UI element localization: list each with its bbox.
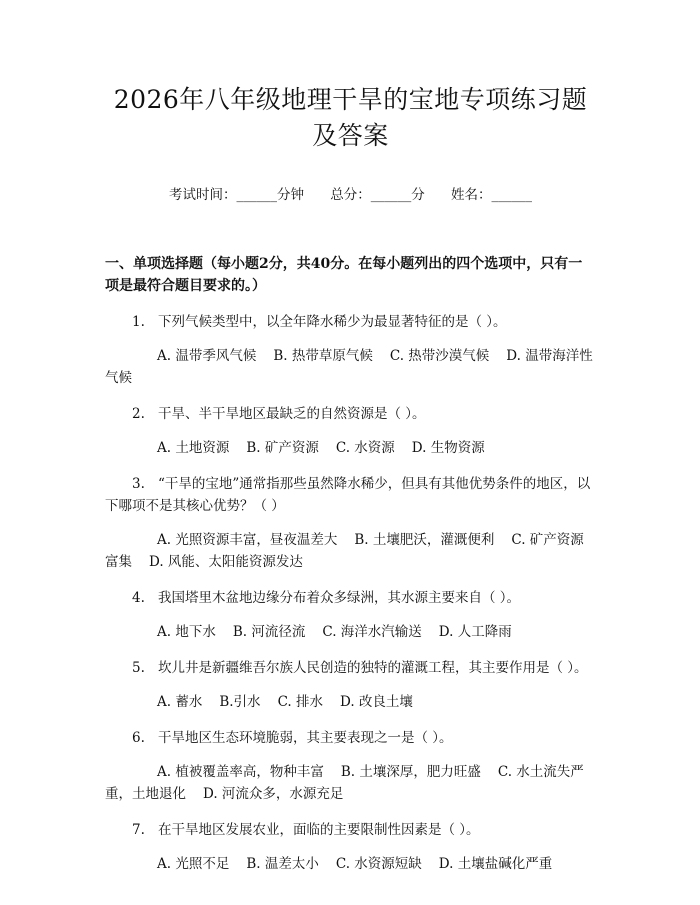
option-b: B. 矿产资源	[246, 440, 319, 456]
question-text: “干旱的宝地”通常指那些虽然降水稀少，但具有其他优势条件的地区，以下哪项不是其核心优势？（ ）	[105, 476, 591, 514]
option-c: C. 矿产资源富集	[105, 532, 584, 570]
question-7	[105, 819, 596, 875]
option-c: C. 水资源短缺	[335, 856, 422, 872]
option-b: B.引水	[219, 694, 261, 710]
exam-info-line	[105, 185, 596, 205]
option-a: A. 蓄水	[157, 694, 203, 710]
question-text: 在干旱地区发展农业，面临的主要限制性因素是（ ）。	[158, 822, 480, 838]
option-d: D. 人工降雨	[438, 624, 512, 640]
option-b: B. 土壤深厚，肥力旺盛	[340, 764, 481, 780]
option-c: C. 海洋水汽输送	[322, 624, 422, 640]
question-6	[105, 727, 596, 805]
question-stem	[105, 727, 596, 749]
option-b: B. 土壤肥沃，灌溉便利	[354, 532, 495, 548]
question-text: 干旱、半干旱地区最缺乏的自然资源是（ ）。	[158, 406, 426, 422]
question-stem	[105, 403, 596, 425]
option-d: D. 生物资源	[411, 440, 485, 456]
question-number: 2.	[132, 406, 145, 422]
question-2	[105, 403, 596, 459]
option-d: D. 土壤盐碱化严重	[438, 856, 553, 872]
question-1	[105, 311, 596, 389]
option-d: D. 风能、太阳能资源发达	[149, 554, 303, 570]
question-number: 4.	[132, 590, 145, 606]
option-d: D. 河流众多，水源充足	[203, 786, 344, 802]
total-score-field: 总分：______分	[330, 187, 425, 203]
question-3	[105, 473, 596, 573]
option-c: C. 水土流失严重，土地退化	[105, 764, 584, 802]
question-text: 下列气候类型中，以全年降水稀少为最显著特征的是（ ）。	[158, 314, 507, 330]
question-text: 我国塔里木盆地边缘分布着众多绿洲，其水源主要来自（ ）。	[158, 590, 521, 606]
question-5	[105, 657, 596, 713]
question-stem	[105, 311, 596, 333]
question-options	[105, 345, 596, 389]
question-stem	[105, 819, 596, 841]
question-text: 干旱地区生态环境脆弱，其主要表现之一是（ ）。	[158, 730, 453, 746]
option-d: D. 温带海洋性气候	[105, 348, 593, 386]
name-field: 姓名：______	[451, 187, 533, 203]
option-a: A. 地下水	[157, 624, 216, 640]
question-text: 坎儿井是新疆维吾尔族人民创造的独特的灌溉工程，其主要作用是（ ）。	[158, 660, 588, 676]
question-list	[105, 311, 596, 875]
question-options	[105, 691, 596, 713]
option-a: A. 光照资源丰富，昼夜温差大	[157, 532, 338, 548]
option-a: A. 土地资源	[157, 440, 230, 456]
document-title: 2026年八年级地理干旱的宝地专项练习题及答案	[113, 85, 588, 150]
question-stem	[105, 657, 596, 679]
question-options	[105, 621, 596, 643]
question-options	[105, 853, 596, 875]
question-stem	[105, 473, 596, 517]
option-a: A. 温带季风气候	[157, 348, 257, 364]
question-number: 3.	[132, 476, 145, 492]
option-c: C. 水资源	[335, 440, 395, 456]
option-d: D. 改良土壤	[340, 694, 413, 710]
question-options	[105, 761, 596, 805]
exam-time-field: 考试时间：______分钟	[168, 187, 304, 203]
section-heading: 一、单项选择题（每小题2分，共40分。在每小题列出的四个选项中，只有一项是最符合题目要求的。）	[105, 256, 583, 294]
question-number: 7.	[132, 822, 145, 838]
question-number: 6.	[132, 730, 145, 746]
option-b: B. 河流径流	[232, 624, 306, 640]
option-c: C. 热带沙漠气候	[389, 348, 490, 364]
question-4	[105, 587, 596, 643]
option-a: A. 光照不足	[157, 856, 230, 872]
question-number: 1.	[132, 314, 145, 330]
option-a: A. 植被覆盖率高，物种丰富	[157, 764, 324, 780]
option-b: B. 温差太小	[246, 856, 319, 872]
question-stem	[105, 587, 596, 609]
question-options	[105, 529, 596, 573]
option-c: C. 排水	[277, 694, 323, 710]
option-b: B. 热带草原气候	[273, 348, 373, 364]
question-number: 5.	[132, 660, 145, 676]
question-options	[105, 437, 596, 459]
